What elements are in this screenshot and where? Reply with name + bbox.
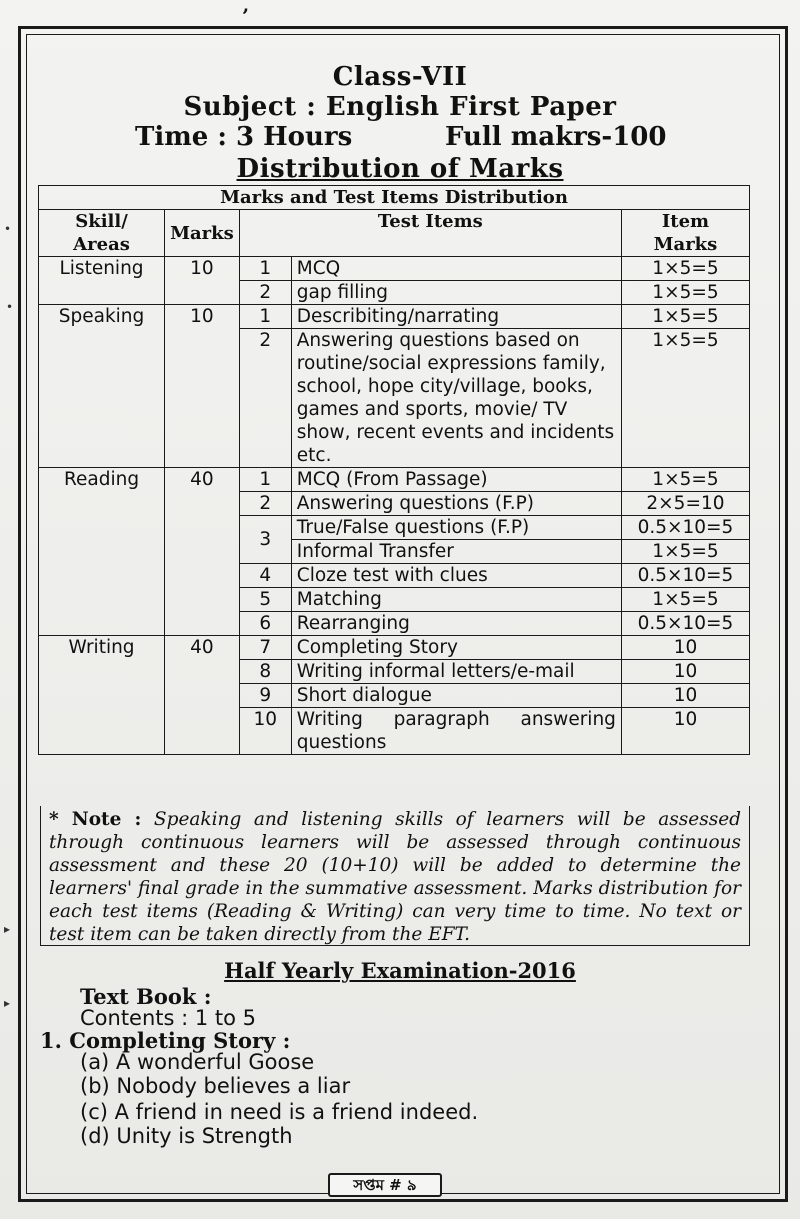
distribution-title: Distribution of Marks	[236, 154, 564, 184]
test-item: gap filling	[291, 281, 621, 305]
header-item-marks: Item Marks	[621, 210, 749, 257]
story-item: (a) A wonderful Goose	[80, 1050, 315, 1074]
test-item: Matching	[291, 588, 621, 612]
item-number: 4	[239, 564, 291, 588]
marks-distribution-table	[38, 185, 750, 755]
item-marks: 1×5=5	[621, 588, 749, 612]
item-marks: 1×5=5	[621, 540, 749, 564]
full-marks-label: Full makrs-100	[445, 122, 667, 152]
skill-listening: Listening	[39, 257, 165, 305]
test-item: Answering questions (F.P)	[291, 492, 621, 516]
item-number: 1	[239, 305, 291, 329]
marks-reading: 40	[165, 468, 240, 636]
item-number: 2	[239, 281, 291, 305]
item-marks: 10	[621, 660, 749, 684]
item-number: 5	[239, 588, 291, 612]
item-number: 3	[239, 516, 291, 564]
half-yearly-title: Half Yearly Examination-2016	[224, 958, 576, 983]
test-item: Writing informal letters/e-mail	[291, 660, 621, 684]
text-book-label: Text Book :	[80, 984, 212, 1009]
margin-mark: ▸	[4, 996, 11, 1010]
test-item-line	[297, 708, 616, 731]
test-item: Completing Story	[291, 636, 621, 660]
test-item	[291, 708, 621, 755]
item-marks: 1×5=5	[621, 257, 749, 281]
item-number: 10	[239, 708, 291, 755]
test-item: Describiting/narrating	[291, 305, 621, 329]
item-marks: 1×5=5	[621, 329, 749, 468]
item-marks: 10	[621, 636, 749, 660]
class-title: Class-VII	[332, 62, 468, 92]
completing-story-title: 1. Completing Story :	[40, 1028, 291, 1053]
story-item: (d) Unity is Strength	[80, 1124, 293, 1148]
story-item: (b) Nobody believes a liar	[80, 1074, 351, 1098]
skill-reading: Reading	[39, 468, 165, 636]
margin-mark: •	[4, 222, 12, 236]
test-item: MCQ (From Passage)	[291, 468, 621, 492]
test-item: Short dialogue	[291, 684, 621, 708]
item-marks: 1×5=5	[621, 468, 749, 492]
item-marks: 1×5=5	[621, 305, 749, 329]
item-number: 1	[239, 257, 291, 281]
page-number-box: সপ্তম # ৯	[328, 1173, 442, 1197]
test-item: Answering questions based on routine/social expressions family, school, hope city/village, books, games and sports, movie/ TV show, recent events and incidents etc.	[291, 329, 621, 468]
item-marks: 1×5=5	[621, 281, 749, 305]
note-box	[40, 806, 750, 946]
test-item-line: questions	[296, 732, 387, 753]
story-item: (c) A friend in need is a friend indeed.	[80, 1100, 479, 1124]
item-marks: 10	[621, 684, 749, 708]
margin-mark: •	[6, 300, 14, 314]
header-skill: Skill/ Areas	[39, 210, 165, 257]
time-label: Time : 3 Hours	[135, 122, 353, 152]
note-text: Speaking and listening skills of learners will be assessed through continuous learners will be assessed through continuous assessment and these 20 (10+10) will be added to determine the learners' final grade in the summative assessment. Marks distribution for each test items (Reading & Writing) can very time to time. No text or test item can be taken directly from the EFT.	[49, 809, 741, 945]
item-number: 1	[239, 468, 291, 492]
table-caption: Marks and Test Items Distribution	[39, 186, 750, 210]
table-row	[39, 257, 750, 281]
header-test-items: Test Items	[239, 210, 621, 257]
test-item: Informal Transfer	[291, 540, 621, 564]
test-item-word: paragraph	[393, 709, 490, 730]
test-item: MCQ	[291, 257, 621, 281]
item-marks: 10	[621, 708, 749, 755]
test-item: True/False questions (F.P)	[291, 516, 621, 540]
skill-writing: Writing	[39, 636, 165, 755]
contents-line: Contents : 1 to 5	[80, 1006, 257, 1030]
marks-listening: 10	[165, 257, 240, 305]
item-number: 2	[239, 329, 291, 468]
item-number: 8	[239, 660, 291, 684]
table-row	[39, 468, 750, 492]
item-marks: 0.5×10=5	[621, 516, 749, 540]
test-item-word: Writing	[296, 709, 363, 730]
table-header-row	[39, 210, 750, 257]
time-row	[135, 122, 675, 152]
skill-speaking: Speaking	[39, 305, 165, 468]
item-marks: 0.5×10=5	[621, 564, 749, 588]
apostrophe-mark: ’	[242, 4, 249, 28]
margin-mark: ▸	[4, 922, 11, 936]
item-number: 7	[239, 636, 291, 660]
test-item: Cloze test with clues	[291, 564, 621, 588]
item-number: 2	[239, 492, 291, 516]
marks-speaking: 10	[165, 305, 240, 468]
item-number: 9	[239, 684, 291, 708]
item-marks: 0.5×10=5	[621, 612, 749, 636]
table-row	[39, 636, 750, 660]
item-number: 6	[239, 612, 291, 636]
header-marks: Marks	[165, 210, 240, 257]
table-row	[39, 305, 750, 329]
item-marks: 2×5=10	[621, 492, 749, 516]
marks-writing: 40	[165, 636, 240, 755]
note-label: * Note :	[49, 809, 142, 830]
table-caption-row	[39, 186, 750, 210]
test-item-word: answering	[520, 709, 616, 730]
test-item: Rearranging	[291, 612, 621, 636]
subject-title: Subject : English First Paper	[183, 92, 617, 122]
